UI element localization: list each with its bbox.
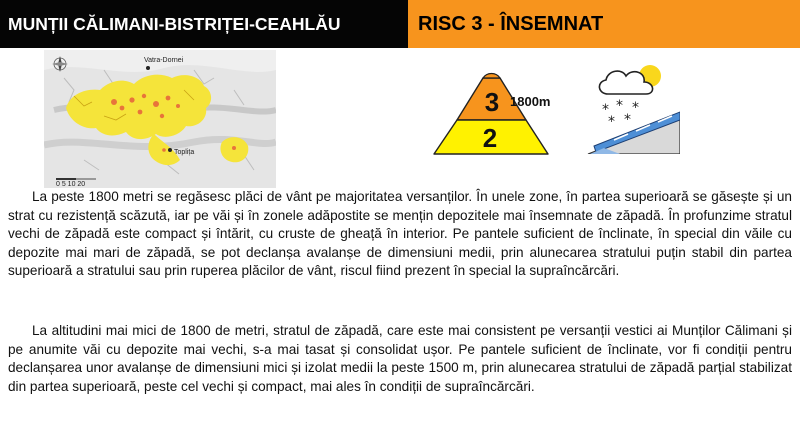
region-title: MUNȚII CĂLIMANI-BISTRIȚEI-CEAHLĂU [0,0,408,48]
svg-text:0 5 10 20: 0 5 10 20 [56,181,86,188]
svg-text:*: * [616,98,623,114]
svg-text:*: * [602,102,609,118]
altitude-label: 1800m [510,94,551,109]
label-vatra-dornei: Vatra-Dornei [144,57,184,64]
risk-title: RISC 3 - ÎNSEMNAT [408,0,800,48]
snow-cloud-slab-icon [584,62,680,154]
svg-text:*: * [624,112,631,128]
paragraph-upper-altitude: La peste 1800 metri se regăsesc plăci de vânt pe majoritatea versanților. În unele zone, în partea superioară se găsește și un strat cu rezistență scăzută, iar pe văi și în zonele adăpostite se mențin depozitele mai însemnate de zăpadă. În profunzime stratul vechi de zăpadă este compact și întărit, cu cruste de gheață în interior. Pe pantele suficient de înclinate, în special din văile cu depozite mai mari de zăpadă, se pot declanșa avalanșe de dimensiuni medii, prin alunecarea stratului puțin stabil din partea superioară a stratului sau prin ruperea plăcilor de vânt, riscul fiind prezent în special la supraîncărcări. [8,189,792,279]
label-toplita: Toplița [174,149,195,156]
svg-text:*: * [632,100,639,116]
region-map [44,50,276,188]
paragraph-lower-altitude: La altitudini mai mici de 1800 de metri, stratul de zăpadă, care este mai consistent pe versanții vestici ai Munților Călimani și pe anumite văi cu depozite mai vechi, s-a mai tasat și consolidat ușor. Pe pantele suficient de înclinate, vor fi condiții pentru declanșarea unor avalanșe de dimensiuni mici și izolat medii la peste 1500 m, prin alunecarea stratului de zăpadă parțial stabilizat din partea superioară, peste cel vechi și compact, mai ales în condiții de supraîncărcări. [8,323,792,394]
upper-level-number: 3 [484,87,500,117]
map-graphic [44,50,276,188]
risk-pyramid-icon [430,66,570,156]
lower-level-number: 2 [482,123,498,153]
svg-text:*: * [608,114,615,130]
